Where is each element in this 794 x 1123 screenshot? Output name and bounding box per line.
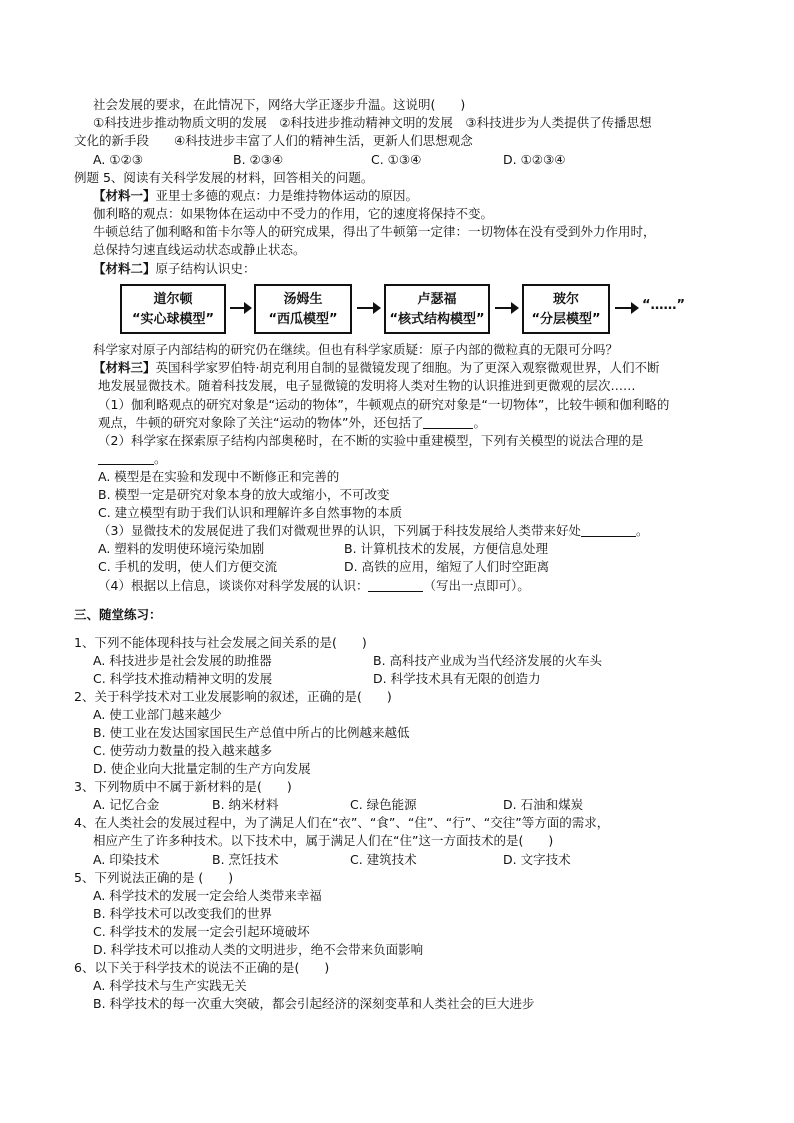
galileo-view: 伽利略的观点：如果物体在运动中不受力的作用，它的速度将保持不变。 — [93, 206, 494, 221]
p4-stem-2: 相应产生了许多种技术。以下技术中，属于满足人们在“住”这一方面技术的是( ) — [93, 833, 554, 848]
flow-arrow-2 — [357, 307, 379, 309]
q4-answer-blank[interactable] — [368, 578, 423, 592]
q2-answer-blank[interactable] — [98, 451, 154, 465]
example5-title: 例题 5、阅读有关科学发展的材料，回答相关的问题。 — [74, 170, 374, 185]
p5-option-d: D. 科学技术可以推动人类的文明进步，绝不会带来负面影响 — [93, 942, 424, 957]
p5-option-a: A. 科学技术的发展一定会给人类带来幸福 — [93, 888, 322, 903]
atom-model-flowchart — [120, 282, 700, 338]
p4-option-d: D. 文字技术 — [503, 852, 571, 867]
flow-arrow-1 — [230, 307, 250, 309]
q3-option-b: B. 计算机技术的发展，方便信息处理 — [344, 541, 549, 556]
flow-bohr-model: “分层模型” — [531, 312, 601, 327]
intro-option-c: C. ①③④ — [371, 152, 422, 167]
p3-option-a: A. 记忆合金 — [93, 797, 160, 812]
q1-line-2 — [98, 414, 486, 431]
flow-arrow-3 — [495, 307, 517, 309]
flow-bohr-name: 玻尔 — [552, 292, 579, 307]
q3-line — [98, 522, 648, 539]
flow-rutherford-model: “核式结构模型” — [389, 312, 485, 327]
flow-rutherford-name: 卢瑟福 — [417, 292, 457, 307]
flow-thomson-name: 汤姆生 — [283, 292, 323, 307]
q2-option-a: A. 模型是在实验和发现中不断修正和完善的 — [98, 469, 340, 484]
p1-option-d: D. 科学技术具有无限的创造力 — [373, 671, 541, 686]
flow-thomson-model: “西瓜模型” — [268, 312, 338, 327]
q2-end: 。 — [154, 451, 167, 466]
q1-text: 观点，牛顿的研究对象除了关注“运动的物体”外，还包括了 — [98, 415, 424, 430]
flow-box-dalton — [120, 284, 226, 334]
p6-option-a: A. 科学技术与生产实践无关 — [93, 978, 247, 993]
q3-text: （3）显微技术的发展促进了我们对微观世界的认识，下列属于科技发展给人类带来好处 — [98, 523, 581, 538]
p4-stem: 4、在人类社会的发展过程中，为了满足人们在“衣”、“食”、“住”、“行”、“交往”等方面的需求， — [74, 815, 610, 830]
p2-stem: 2、关于科学技术对工业发展影响的叙述，正确的是( ) — [74, 689, 392, 704]
q3-end: 。 — [635, 523, 649, 538]
intro-option-b: B. ②③④ — [233, 152, 284, 167]
q3-answer-blank[interactable] — [581, 523, 636, 537]
material3 — [93, 359, 660, 376]
p4-option-b: B. 烹饪技术 — [212, 852, 279, 867]
material1-label: 【材料一】 — [93, 188, 156, 203]
intro-option-d: D. ①②③④ — [503, 152, 566, 167]
p3-stem: 3、下列物质中不属于新材料的是( ) — [74, 779, 292, 794]
q3-option-a: A. 塑料的发明使环境污染加剧 — [98, 541, 265, 556]
p4-option-a: A. 印染技术 — [93, 852, 160, 867]
q4-end: （写出一点即可）。 — [423, 578, 530, 593]
p5-option-b: B. 科学技术可以改变我们的世界 — [93, 906, 273, 921]
p3-option-c: C. 绿色能源 — [350, 797, 417, 812]
p6-stem: 6、以下关于科学技术的说法不正确的是( ) — [74, 960, 330, 975]
p1-option-a: A. 科技进步是社会发展的助推器 — [93, 653, 272, 668]
intro-line-3: 文化的新手段 ④科技进步丰富了人们的精神生活，更新人们思想观念 — [74, 133, 473, 148]
flow-dalton-name: 道尔顿 — [153, 292, 193, 307]
newton-view-2: 总保持匀速直线运动状态或静止状态。 — [93, 242, 306, 257]
material2-label: 【材料二】 — [93, 261, 156, 276]
p5-option-c: C. 科学技术的发展一定会引起环境破坏 — [93, 924, 310, 939]
q2-line-1: （2）科学家在探索原子结构内部奥秘时，在不断的实验中重建模型，下列有关模型的说法合理的是 — [98, 433, 644, 448]
q1-end: 。 — [473, 415, 486, 430]
practice-heading: 三、随堂练习： — [74, 607, 162, 622]
p2-option-b: B. 使工业在发达国家国民生产总值中所占的比例越来越低 — [93, 725, 410, 740]
atom-doubt: 科学家对原子内部结构的研究仍在继续。但也有科学家质疑：原子内部的微粒真的无限可分吗？ — [93, 342, 619, 357]
q2-option-b: B. 模型一定是研究对象本身的放大或缩小，不可改变 — [98, 487, 390, 502]
flow-more: “……” — [642, 298, 686, 313]
flow-box-thomson — [254, 284, 352, 334]
p2-option-d: D. 使企业向大批量定制的生产方向发展 — [93, 761, 311, 776]
flow-box-bohr — [522, 284, 610, 334]
q2-line-2 — [98, 450, 167, 467]
q4-line — [98, 577, 530, 594]
intro-line-1: 社会发展的要求，在此情况下，网络大学正逐步升温。这说明( ) — [93, 97, 466, 112]
p6-option-b: B. 科学技术的每一次重大突破，都会引起经济的深刻变革和人类社会的巨大进步 — [93, 996, 535, 1011]
q4-text: （4）根据以上信息，谈谈你对科学发展的认识： — [98, 578, 369, 593]
q3-option-d: D. 高铁的应用，缩短了人们时空距离 — [344, 559, 550, 574]
intro-line-2: ①科技进步推动物质文明的发展 ②科技进步推动精神文明的发展 ③科技进步为人类提供了传播思想 — [93, 115, 652, 130]
material1-text: 亚里士多德的观点：力是维持物体运动的原因。 — [155, 188, 419, 203]
material2 — [93, 260, 256, 277]
p4-option-c: C. 建筑技术 — [350, 852, 417, 867]
newton-view-1: 牛顿总结了伽利略和笛卡尔等人的研究成果，得出了牛顿第一定律：一切物体在没有受到外力作用时， — [93, 224, 656, 239]
p1-option-c: C. 科学技术推动精神文明的发展 — [93, 671, 273, 686]
q1-answer-blank[interactable] — [423, 415, 473, 429]
material3-text-1: 英国科学家罗伯特·胡克利用自制的显微镜发现了细胞。为了更深入观察微观世界，人们不断 — [155, 360, 660, 375]
flow-box-rutherford — [384, 284, 490, 334]
p2-option-c: C. 使劳动力数量的投入越来越多 — [93, 743, 273, 758]
flow-arrow-4 — [615, 307, 637, 309]
material3-line-2: 地发展显微技术。随着科技发展，电子显微镜的发明将人类对生物的认识推进到更微观的层次…… — [98, 378, 636, 393]
q3-option-c: C. 手机的发明，使人们方便交流 — [98, 559, 278, 574]
p5-stem: 5、下列说法正确的是 ( ) — [74, 870, 234, 885]
material2-text: 原子结构认识史： — [155, 261, 256, 276]
material1 — [93, 187, 418, 204]
q1-line-1: （1）伽利略观点的研究对象是“运动的物体”，牛顿观点的研究对象是“一切物体”，比较牛顿和伽利略的 — [98, 397, 670, 412]
intro-option-a: A. ①②③ — [93, 152, 143, 167]
p3-option-d: D. 石油和煤炭 — [503, 797, 584, 812]
p1-option-b: B. 高科技产业成为当代经济发展的火车头 — [373, 653, 603, 668]
q2-option-c: C. 建立模型有助于我们认识和理解许多自然事物的本质 — [98, 505, 403, 520]
p3-option-b: B. 纳米材料 — [212, 797, 279, 812]
material3-label: 【材料三】 — [93, 360, 156, 375]
p1-stem: 1、下列不能体现科技与社会发展之间关系的是( ) — [74, 635, 367, 650]
p2-option-a: A. 使工业部门越来越少 — [93, 707, 222, 722]
flow-dalton-model: “实心球模型” — [131, 312, 215, 327]
